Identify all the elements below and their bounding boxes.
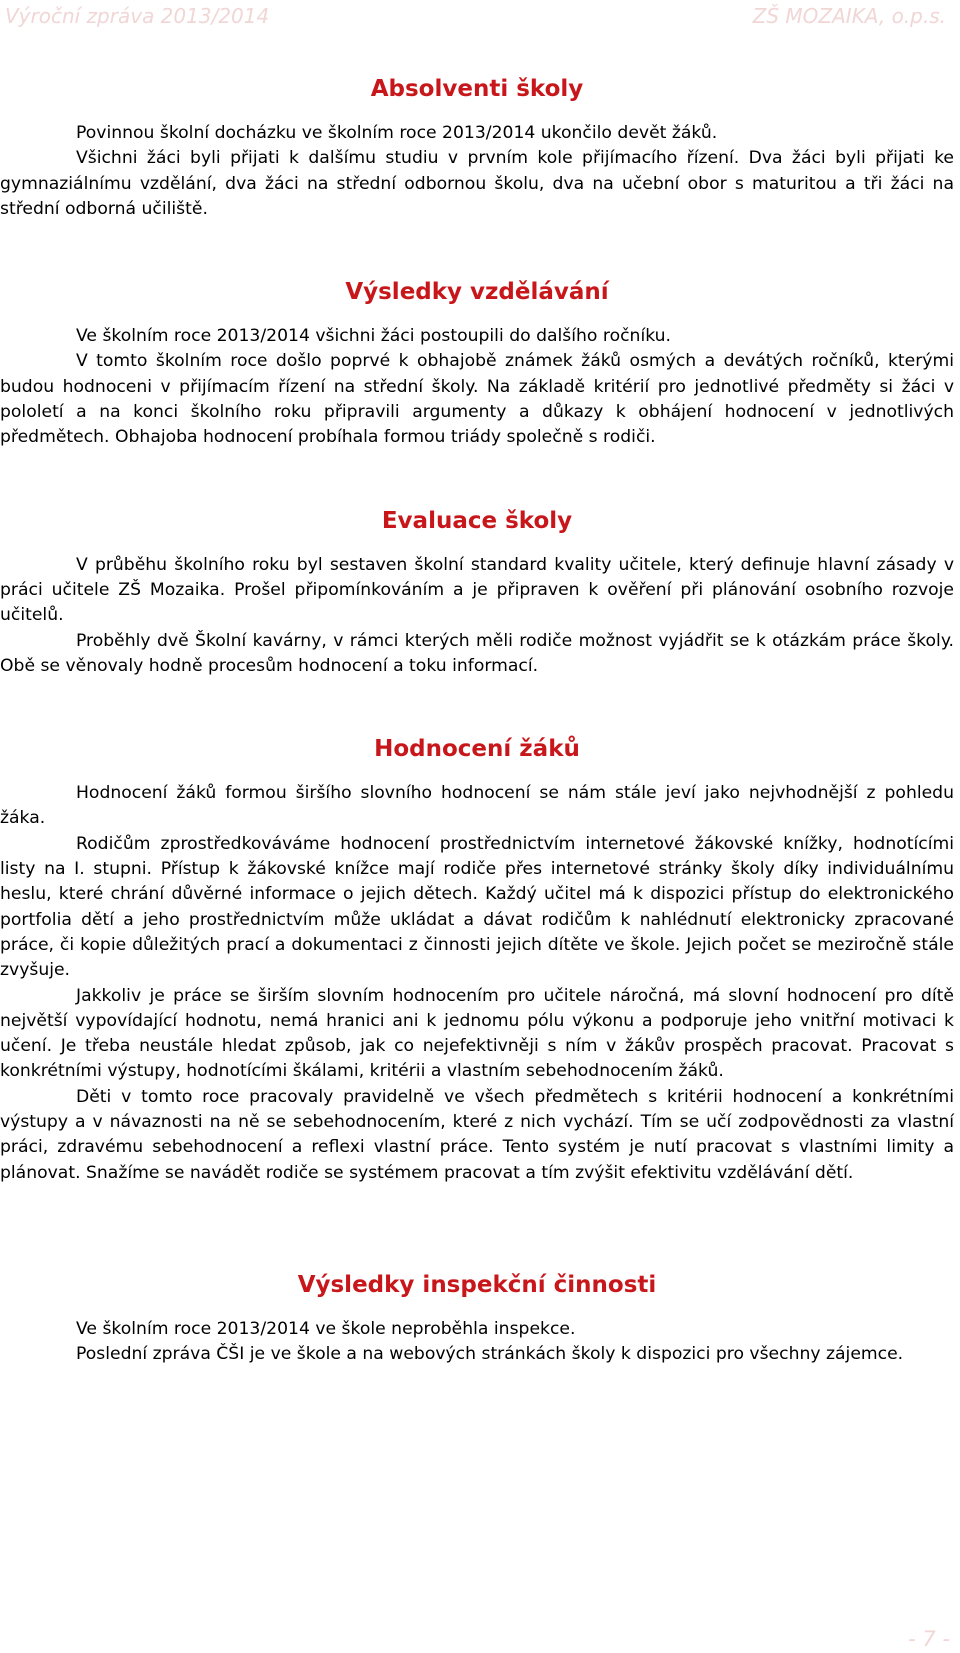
- document-body: [0, 74, 954, 1368]
- paragraph: V průběhu školního roku byl sestaven školní standard kvality učitele, který definuje hlavní zásady v práci učitele ZŠ Mozaika. Prošel připomínkováním a je připraven k ověření při plánování osobního rozvoje učitelů.: [0, 554, 954, 626]
- section-title: Evaluace školy: [381, 507, 573, 534]
- paragraph: Povinnou školní docházku ve školním roce 2013/2014 ukončilo devět žáků.: [76, 123, 718, 143]
- section-inspekce: [0, 1270, 954, 1368]
- section-hodnoceni-zaku: [0, 734, 954, 1186]
- header-school-name: ZŠ MOZAIKA, o.p.s.: [752, 4, 946, 28]
- paragraph: Jakkoliv je práce se širším slovním hodnocením pro učitele náročná, má slovní hodnocení pro dítě největší vypovídající hodnotu, nemá hranici ani k jednomu pólu výkonu a podporuje jeho vnitřní motivaci k učení. Je třeba neustále hledat způsob, jak co nejefektivněji s ním v žákův prospěch pracovat. Pracovat s konkrétními výstupy, hodnotícími škálami, kritérii a vlastním sebehodnocením žáků.: [0, 985, 954, 1082]
- section-evaluace: [0, 506, 954, 679]
- section-title: Hodnocení žáků: [374, 736, 580, 763]
- paragraph: Hodnocení žáků formou širšího slovního hodnocení se nám stále jeví jako nejvhodnější z pohledu žáka.: [0, 783, 954, 829]
- paragraph: Rodičům zprostředkováváme hodnocení prostřednictvím internetové žákovské knížky, hodnotícími listy na I. stupni. Přístup k žákovské knížce mají rodiče přes internetové stránky školy díky individuálnímu heslu, které chrání důvěrné informace o jejich dětech. Každý učitel má k dispozici přístup do elektronického portfolia dětí a jeho prostřednictvím může ukládat a dávat rodičům k nahlédnutí elektronicky zpracované práce, či kopie důležitých prací a dokumentaci z činnosti jejich dítěte ve škole. Jejich počet se meziročně stále zvyšuje.: [0, 833, 954, 981]
- paragraph: Ve školním roce 2013/2014 ve škole neproběhla inspekce.: [76, 1318, 576, 1339]
- page-header: [5, 3, 946, 29]
- paragraph: V tomto školním roce došlo poprvé k obhajobě známek žáků osmých a devátých ročníků, kterými budou hodnoceni v přijímacím řízení na střední školy. Na základě kritérií pro jednotlivé předměty si žáci v pololetí a na konci školního roku připravili argumenty a důkazy k obhájení hodnocení v jednotlivých předmětech. Obhajoba hodnocení probíhala formou triády společně s rodiči.: [0, 351, 954, 448]
- section-title: Výsledky inspekční činnosti: [297, 1271, 657, 1298]
- section-vysledky-vzdelavani: [0, 277, 954, 450]
- paragraph: Děti v tomto roce pracovaly pravidelně ve všech předmětech s kritérii hodnocení a konkrétními výstupy a v návaznosti na ně se sebehodnocením, které z nich vychází. Tím se učí zodpovědnosti za vlastní práci, zdravému sebehodnocení a reflexi vlastní práce. Tento systém je nutí pracovat s vlastními limity a plánovat. Snažíme se navádět rodiče se systémem pracovat a tím zvýšit efektivitu vzdělávání dětí.: [0, 1086, 954, 1183]
- paragraph: Všichni žáci byli přijati k dalšímu studiu v prvním kole přijímacího řízení. Dva žáci byli přijati ke gymnaziálnímu vzdělání, dva žáci na střední odbornou školu, dva na učební obor s maturitou a tři žáci na střední odborná učiliště.: [0, 148, 954, 219]
- paragraph: Poslední zpráva ČŠI je ve škole a na webových stránkách školy k dispozici pro všechny zájemce.: [76, 1344, 904, 1365]
- paragraph: Ve školním roce 2013/2014 všichni žáci postoupili do dalšího ročníku.: [76, 326, 672, 347]
- paragraph: Proběhly dvě Školní kavárny, v rámci kterých měli rodiče možnost vyjádřit se k otázkám práce školy. Obě se věnovaly hodně procesům hodnocení a toku informací.: [0, 630, 954, 676]
- section-absolventi: [0, 74, 954, 222]
- header-report-title: Výroční zpráva 2013/2014: [5, 4, 270, 28]
- section-title: Výsledky vzdělávání: [345, 279, 609, 306]
- page-number: - 7 -: [908, 1627, 950, 1651]
- section-title: Absolventi školy: [370, 76, 584, 102]
